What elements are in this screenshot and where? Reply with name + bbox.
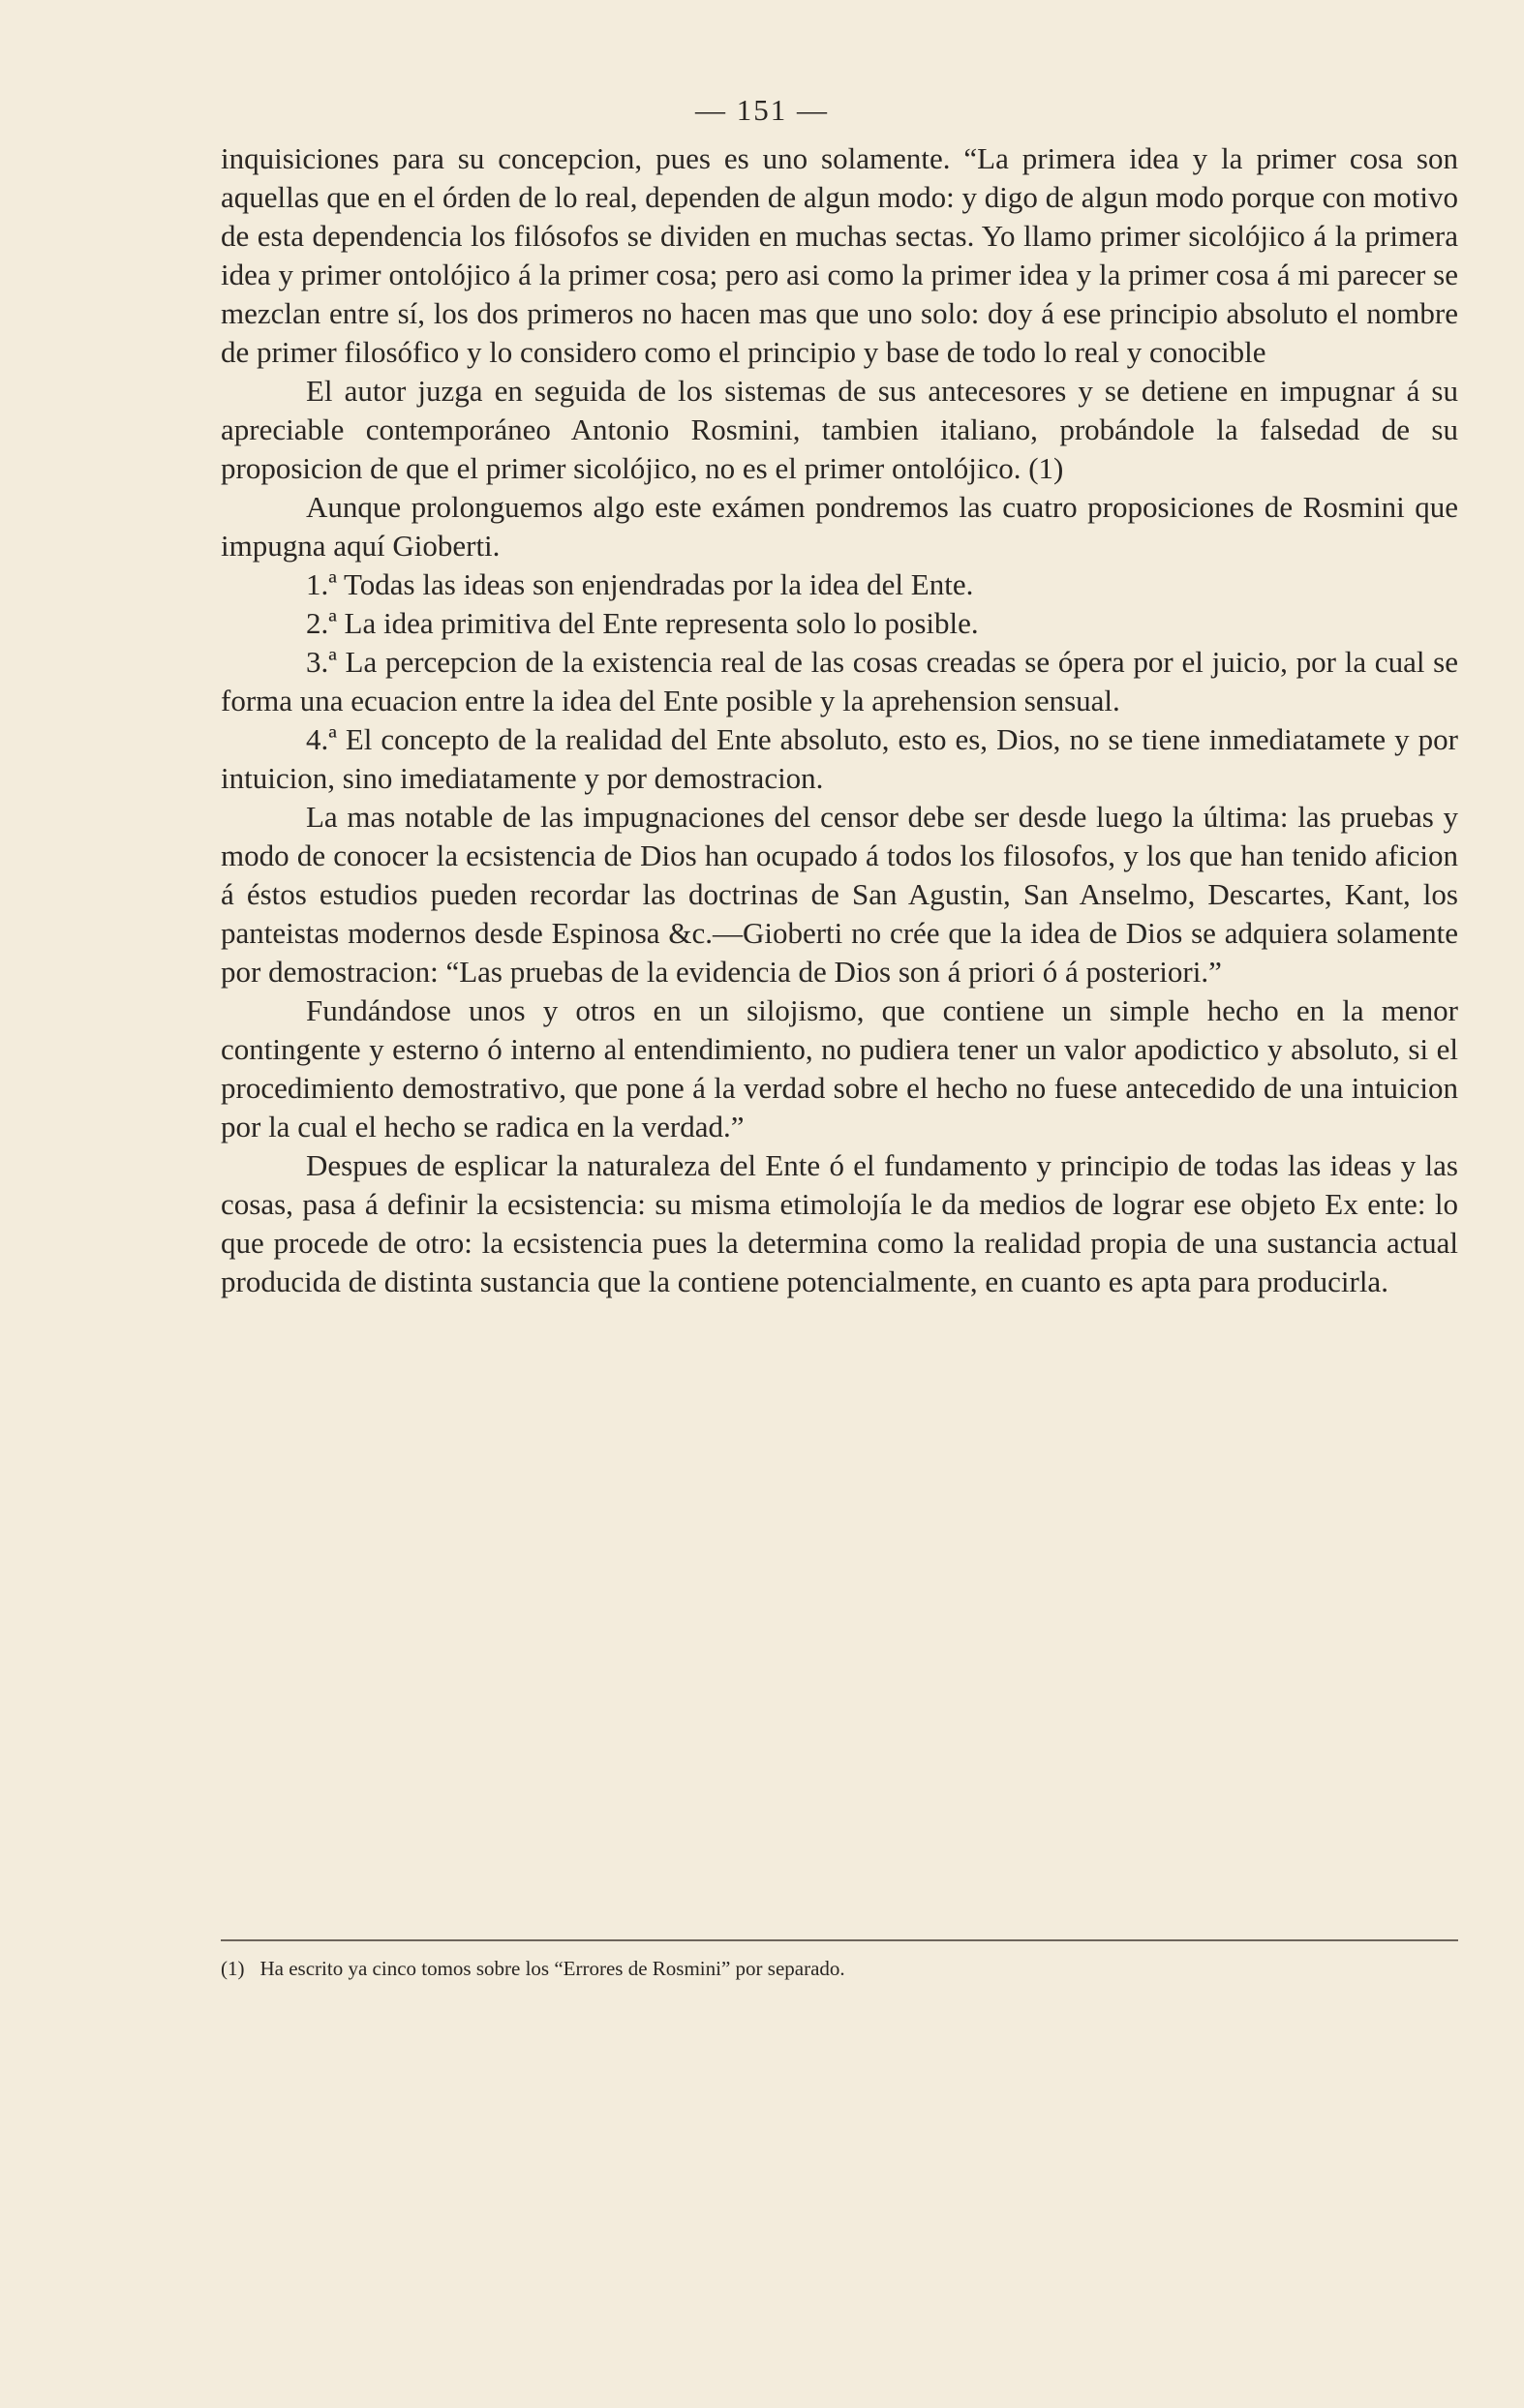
propositions-list: [221, 565, 1458, 798]
paragraph: La mas notable de las impugnaciones del censor debe ser desde luego la última: las pruebas y modo de conocer la ecsistencia de Dios han ocupado á todos los filosofos, y los que han tenido aficion á éstos estudios pueden recordar las doctrinas de San Agustin, San Anselmo, Descartes, Kant, los panteistas modernos desde Espinosa &c.—Gioberti no crée que la idea de Dios se adquiera solamente por demostracion: “Las pruebas de la evidencia de Dios son á priori ó á posteriori.”: [221, 800, 1458, 989]
list-item: 3.ª La percepcion de la existencia real de las cosas creadas se ópera por el juicio, por la cual se forma una ecuacion entre la idea del Ente posible y la aprehension sensual.: [221, 645, 1458, 717]
paragraph: El autor juzga en seguida de los sistemas de sus antecesores y se detiene en impugnar á su apreciable contemporáneo Antonio Rosmini, tambien italiano, probándole la falsedad de su proposicion de que el primer sicolójico, no es el primer ontolójico. (1): [221, 374, 1458, 485]
paragraph: Fundándose unos y otros en un silojismo, que contiene un simple hecho en la menor contingente y esterno ó interno al entendimiento, no pudiera tener un valor apodictico y absoluto, si el procedimiento demostrativo, que pone á la verdad sobre el hecho no fuese antecedido de una intuicion por la cual el hecho se radica en la verdad.”: [221, 993, 1458, 1143]
list-item: 2.ª La idea primitiva del Ente representa solo lo posible.: [306, 606, 979, 640]
paragraph: Aunque prolonguemos algo este exámen pondremos las cuatro proposiciones de Rosmini que impugna aquí Gioberti.: [221, 490, 1458, 563]
footnote-divider: [221, 1939, 1458, 1941]
footnote-marker: (1): [221, 1957, 245, 1980]
body-text: [221, 139, 1458, 1301]
page-number: — 151 —: [695, 93, 829, 127]
list-item: 1.ª Todas las ideas son enjendradas por la idea del Ente.: [306, 567, 974, 601]
list-item: 4.ª El concepto de la realidad del Ente absoluto, esto es, Dios, no se tiene inmediatamete y por intuicion, sino imediatamente y por demostracion.: [221, 722, 1458, 795]
footnote: [221, 1954, 1458, 1983]
paragraph: inquisiciones para su concepcion, pues es uno solamente. “La primera idea y la primer cosa son aquellas que en el órden de lo real, dependen de algun modo: y digo de algun modo porque con motivo de esta dependencia los filósofos se dividen en muchas sectas. Yo llamo primer sicolójico á la primera idea y primer ontolójico á la primer cosa; pero asi como la primer idea y la primer cosa á mi parecer se mezclan entre sí, los dos primeros no hacen mas que uno solo: doy á ese principio absoluto el nombre de primer filosófico y lo considero como el principio y base de todo lo real y conocible: [221, 141, 1458, 369]
footnote-text: Ha escrito ya cinco tomos sobre los “Errores de Rosmini” por separado.: [259, 1957, 845, 1980]
paragraph: Despues de esplicar la naturaleza del Ente ó el fundamento y principio de todas las ideas y las cosas, pasa á definir la ecsistencia: su misma etimolojía le da medios de lograr ese objeto Ex ente: lo que procede de otro: la ecsistencia pues la determina como la realidad propia de una sustancia actual producida de distinta sustancia que la contiene potencialmente, en cuanto es apta para producirla.: [221, 1148, 1458, 1298]
